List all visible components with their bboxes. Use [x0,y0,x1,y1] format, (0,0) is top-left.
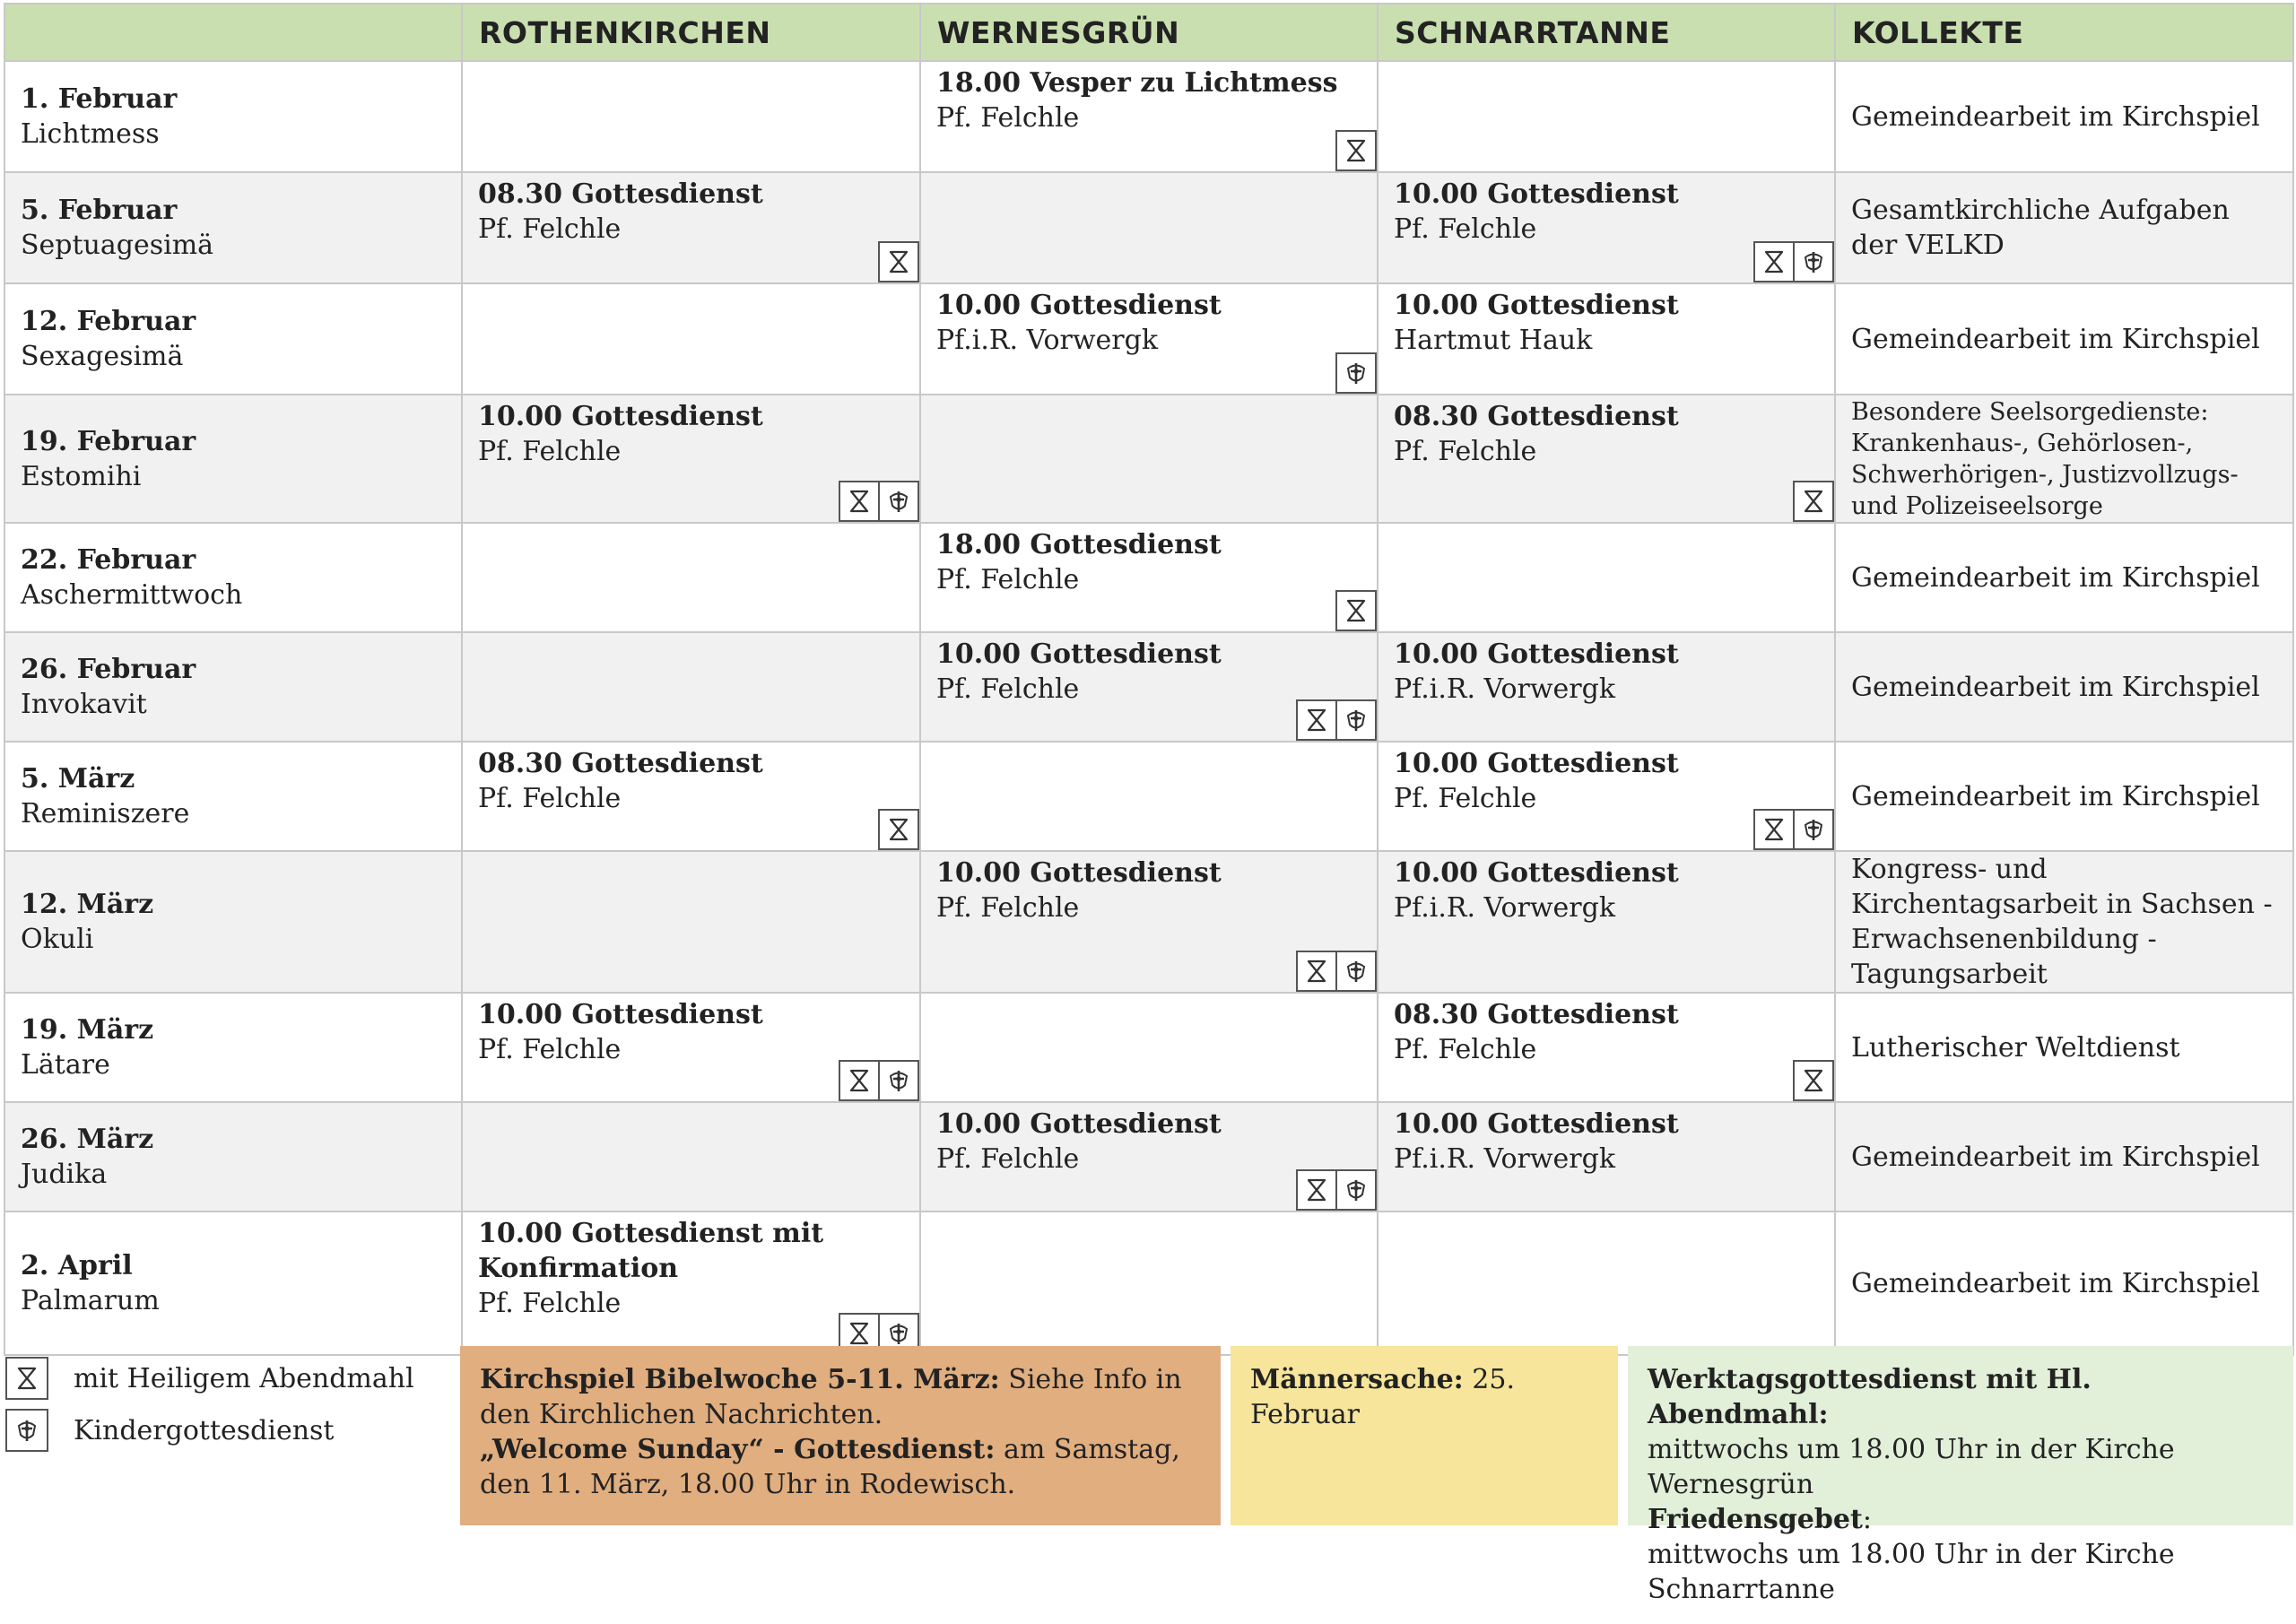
date-label: 12. Februar [21,306,196,337]
date-label: 26. März [21,1124,154,1155]
date-label: 22. Februar [21,544,196,576]
date-label: 12. März [21,889,154,920]
kollekte-cell: Gemeindearbeit im Kirchspiel [1835,61,2293,172]
service-pastor: Pf. Felchle [478,436,622,467]
date-cell [4,632,462,742]
service-title: 10.00 Gottesdienst [1394,290,1679,321]
service-title: 18.00 Gottesdienst [936,529,1222,560]
service-title: 10.00 Gottesdienst mit Konfirmation [478,1218,824,1284]
note-werktag [1628,1346,2293,1605]
service-pastor: Pf. Felchle [478,1288,622,1319]
chalice-icon [839,1060,880,1101]
header-date [4,4,462,61]
legend-abendmahl-label: mit Heiligem Abendmahl [74,1362,414,1394]
service-pastor: Hartmut Hauk [1394,325,1593,356]
service-title: 10.00 Gottesdienst [936,638,1222,670]
service-icons [1298,1169,1377,1211]
service-title: 10.00 Gottesdienst [1394,748,1679,779]
service-cell-schnarrtanne [1378,993,1835,1102]
chalice-icon [1296,1169,1337,1211]
service-pastor: Pf.i.R. Vorwergk [1394,892,1616,924]
date-label: 5. Februar [21,195,178,226]
table-row [4,851,2293,993]
date-cell [4,742,462,851]
service-cell-schnarrtanne [1378,283,1835,395]
service-cell-rothenkirchen [462,61,920,172]
service-cell-schnarrtanne [1378,851,1835,993]
welcome-label: „Welcome Sunday“ - Gottesdienst: [480,1434,996,1465]
legend-kindergottesdienst-label: Kindergottesdienst [74,1414,335,1446]
sunday-name: Lichtmess [21,118,160,150]
service-icons [1755,809,1834,850]
service-cell-rothenkirchen [462,395,920,523]
service-cell-schnarrtanne [1378,1102,1835,1211]
service-cell-schnarrtanne [1378,172,1835,283]
service-pastor: Pf. Felchle [936,102,1080,134]
service-title: 10.00 Gottesdienst [1394,638,1679,670]
table-row [4,172,2293,283]
sunday-name: Aschermittwoch [21,579,243,611]
kollekte-cell: Gemeindearbeit im Kirchspiel [1835,742,2293,851]
service-pastor: Pf. Felchle [1394,783,1537,814]
sunday-name: Palmarum [21,1285,160,1316]
header-schnarrtanne: SCHNARRTANNE [1378,4,1835,61]
table-row [4,1211,2293,1355]
service-title: 08.30 Gottesdienst [478,178,763,210]
service-icons [840,481,919,522]
kids-cross-icon [5,1409,48,1452]
kollekte-cell: Kongress- und Kirchentagsarbeit in Sachsen - Erwachsenenbildung - Tagungsarbeit [1835,851,2293,993]
welcome-text: am Samstag, den 11. März, 18.00 Uhr in Rodewisch. [480,1434,1180,1500]
service-title: 08.30 Gottesdienst [478,748,763,779]
sunday-name: Okuli [21,924,94,955]
date-label: 19. März [21,1014,154,1046]
service-title: 10.00 Gottesdienst [1394,857,1679,889]
service-cell-wernesgruen [920,172,1378,283]
service-cell-schnarrtanne [1378,523,1835,632]
service-cell-wernesgruen [920,632,1378,742]
service-cell-rothenkirchen [462,1102,920,1211]
service-pastor: Pf. Felchle [1394,436,1537,467]
service-icons [1298,699,1377,741]
frieden-text: mittwochs um 18.00 Uhr in der Kirche Schnarrtanne [1648,1539,2175,1605]
kids-cross-icon [1793,241,1834,282]
table-row [4,742,2293,851]
service-icons [880,241,919,282]
date-cell [4,523,462,632]
sunday-name: Estomihi [21,460,142,492]
frieden-colon: : [1862,1504,1872,1535]
table-row [4,395,2293,523]
service-pastor: Pf. Felchle [936,1143,1080,1175]
service-cell-wernesgruen [920,283,1378,395]
legend-kindergottesdienst [7,1404,438,1456]
sunday-name: Septuagesimä [21,230,214,261]
sunday-name: Judika [21,1159,108,1190]
service-icons [1298,951,1377,992]
chalice-icon [1753,809,1795,850]
frieden-label: Friedensgebet [1648,1504,1863,1535]
chalice-icon [878,809,919,850]
table-row [4,993,2293,1102]
service-cell-rothenkirchen [462,172,920,283]
service-cell-rothenkirchen [462,1211,920,1355]
service-cell-wernesgruen [920,851,1378,993]
service-pastor: Pf. Felchle [936,892,1080,924]
bibelwoche-label: Kirchspiel Bibelwoche 5-11. März: [480,1364,1000,1395]
service-cell-schnarrtanne [1378,742,1835,851]
kollekte-cell: Gesamtkirchliche Aufgaben der VELKD [1835,172,2293,283]
header-rothenkirchen: ROTHENKIRCHEN [462,4,920,61]
note-maennersache [1231,1346,1618,1525]
service-cell-wernesgruen [920,742,1378,851]
chalice-icon [1296,699,1337,741]
chalice-icon [1793,1060,1834,1101]
kids-cross-icon [878,1060,919,1101]
service-title: 08.30 Gottesdienst [1394,401,1679,432]
service-cell-rothenkirchen [462,632,920,742]
kids-cross-icon [1335,1169,1377,1211]
service-icons [840,1060,919,1101]
table-header-row [4,4,2293,61]
kollekte-cell: Gemeindearbeit im Kirchspiel [1835,1102,2293,1211]
chalice-icon [5,1357,48,1400]
service-cell-rothenkirchen [462,742,920,851]
date-label: 26. Februar [21,654,196,685]
date-cell [4,172,462,283]
sunday-name: Reminiszere [21,798,190,829]
date-cell [4,283,462,395]
table-row [4,1102,2293,1211]
service-title: 10.00 Gottesdienst [1394,178,1679,210]
legend [7,1352,438,1456]
service-pastor: Pf. Felchle [1394,213,1537,245]
chalice-icon [1753,241,1795,282]
kids-cross-icon [1335,699,1377,741]
service-title: 10.00 Gottesdienst [936,857,1222,889]
header-kollekte: KOLLEKTE [1835,4,2293,61]
service-icons [1337,590,1377,631]
date-cell [4,395,462,523]
service-cell-schnarrtanne [1378,1211,1835,1355]
service-cell-wernesgruen [920,61,1378,172]
service-title: 10.00 Gottesdienst [936,1108,1222,1140]
service-cell-rothenkirchen [462,851,920,993]
maenner-label: Männersache: [1250,1364,1464,1395]
werktag-text: mittwochs um 18.00 Uhr in der Kirche Wernesgrün [1648,1434,2175,1500]
chalice-icon [1296,951,1337,992]
service-title: 10.00 Gottesdienst [936,290,1222,321]
service-cell-schnarrtanne [1378,61,1835,172]
chalice-icon [1335,590,1377,631]
service-icons [1795,481,1834,522]
service-cell-wernesgruen [920,1211,1378,1355]
kollekte-cell: Besondere Seelsorgedienste: Krankenhaus-, Gehörlosen-, Schwerhörigen-, Justizvollzugs- und Polizeiseelsorge [1835,395,2293,523]
werktag-label: Werktagsgottesdienst mit Hl. Abendmahl: [1648,1364,2092,1430]
kids-cross-icon [1335,951,1377,992]
kollekte-cell: Gemeindearbeit im Kirchspiel [1835,523,2293,632]
service-cell-rothenkirchen [462,993,920,1102]
service-cell-wernesgruen [920,1102,1378,1211]
date-label: 1. Februar [21,83,178,115]
service-cell-wernesgruen [920,395,1378,523]
service-pastor: Pf. Felchle [936,673,1080,705]
service-title: 08.30 Gottesdienst [1394,999,1679,1030]
bibelwoche-text: Siehe Info in den Kirchlichen Nachrichten. [480,1364,1182,1430]
service-cell-wernesgruen [920,993,1378,1102]
service-title: 18.00 Vesper zu Lichtmess [936,67,1338,99]
kollekte-cell: Gemeindearbeit im Kirchspiel [1835,632,2293,742]
service-icons [1755,241,1834,282]
service-schedule-table [4,3,2294,1356]
date-cell [4,1102,462,1211]
service-pastor: Pf. Felchle [478,783,622,814]
date-cell [4,993,462,1102]
kollekte-cell: Gemeindearbeit im Kirchspiel [1835,283,2293,395]
date-cell [4,61,462,172]
service-icons [1795,1060,1834,1101]
service-pastor: Pf.i.R. Vorwergk [936,325,1159,356]
sunday-name: Invokavit [21,689,147,720]
table-row [4,523,2293,632]
chalice-icon [878,241,919,282]
kids-cross-icon [1335,352,1377,394]
chalice-icon [839,481,880,522]
sunday-name: Lätare [21,1049,110,1081]
kollekte-cell: Lutherischer Weltdienst [1835,993,2293,1102]
date-label: 5. März [21,763,135,795]
date-cell [4,1211,462,1355]
service-pastor: Pf.i.R. Vorwergk [1394,673,1616,705]
service-cell-rothenkirchen [462,283,920,395]
service-pastor: Pf.i.R. Vorwergk [1394,1143,1616,1175]
service-pastor: Pf. Felchle [478,213,622,245]
table-row [4,283,2293,395]
header-wernesgruen: WERNESGRÜN [920,4,1378,61]
kollekte-cell: Gemeindearbeit im Kirchspiel [1835,1211,2293,1355]
sunday-name: Sexagesimä [21,341,184,372]
date-label: 19. Februar [21,425,196,457]
service-pastor: Pf. Felchle [1394,1034,1537,1065]
table-row [4,61,2293,172]
legend-abendmahl [7,1352,438,1404]
date-cell [4,851,462,993]
note-bibelwoche [460,1346,1221,1525]
service-cell-schnarrtanne [1378,632,1835,742]
service-title: 10.00 Gottesdienst [478,999,763,1030]
kids-cross-icon [878,481,919,522]
service-title: 10.00 Gottesdienst [1394,1108,1679,1140]
service-cell-rothenkirchen [462,523,920,632]
chalice-icon [1335,130,1377,171]
service-title: 10.00 Gottesdienst [478,401,763,432]
service-cell-schnarrtanne [1378,395,1835,523]
maenner-text: 25. Februar [1250,1364,1515,1430]
service-cell-wernesgruen [920,523,1378,632]
service-icons [1337,130,1377,171]
chalice-icon [1793,481,1834,522]
service-icons [880,809,919,850]
service-pastor: Pf. Felchle [478,1034,622,1065]
service-icons [1337,352,1377,394]
service-pastor: Pf. Felchle [936,564,1080,595]
date-label: 2. April [21,1250,133,1281]
kids-cross-icon [1793,809,1834,850]
table-row [4,632,2293,742]
